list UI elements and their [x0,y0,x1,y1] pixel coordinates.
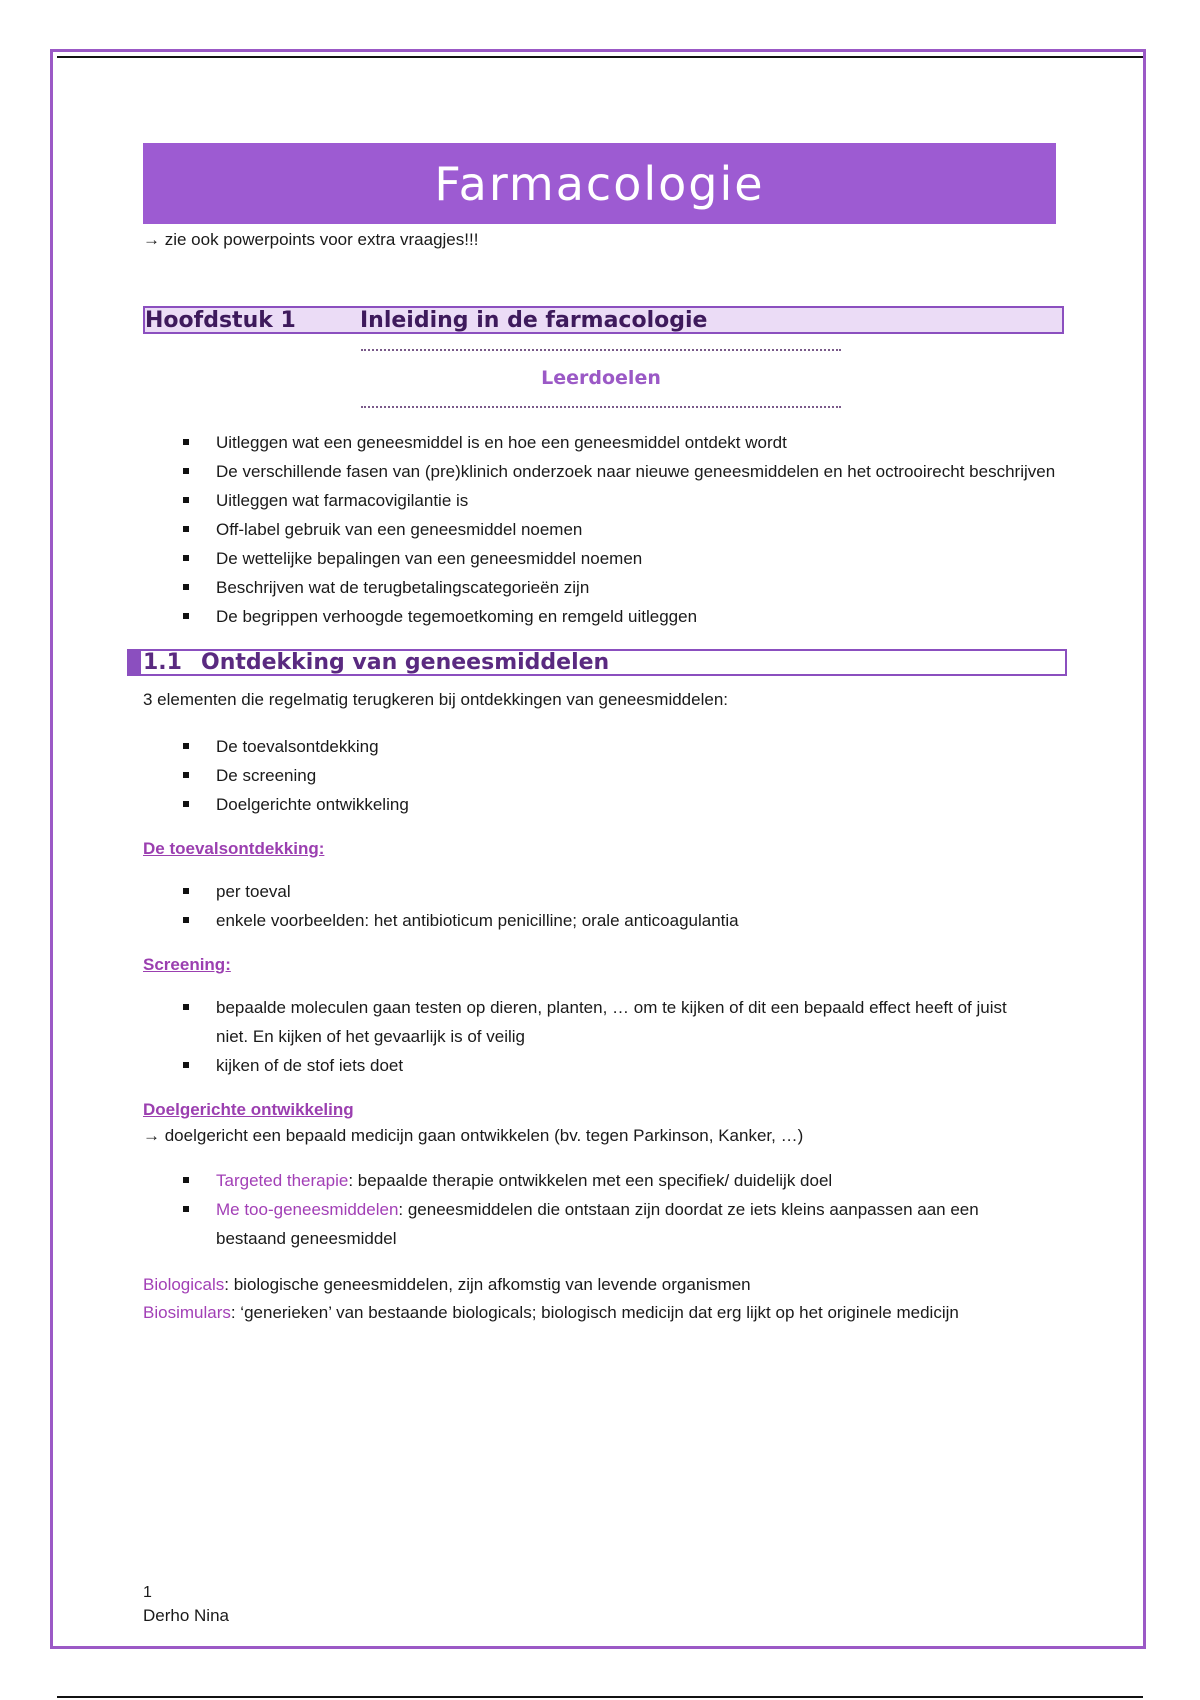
list-item: De wettelijke bepalingen van een geneesmiddel noemen [143,544,1063,573]
list-item: Uitleggen wat farmacovigilantie is [143,486,1063,515]
section-heading [127,649,1067,676]
list-item: Uitleggen wat een geneesmiddel is en hoe een geneesmiddel ontdekt wordt [143,428,1063,457]
list-item: kijken of de stof iets doet [143,1051,1023,1080]
term-text: : biologische geneesmiddelen, zijn afkomstig van levende organismen [224,1275,751,1294]
list-item: per toeval [143,877,1063,906]
term-label: Biosimulars [143,1303,231,1322]
biosimulars-line [143,1299,1063,1327]
list-item [143,1166,1043,1195]
list-item: De screening [143,761,1063,790]
next-page-rule [57,1696,1143,1698]
document-body [143,143,1063,1327]
list-item: De verschillende fasen van (pre)klinich onderzoek naar nieuwe geneesmiddelen en het octrooirecht beschrijven [143,457,1063,486]
doelgericht-heading: Doelgerichte ontwikkeling [143,1100,354,1119]
doelgericht-line: → doelgericht een bepaald medicijn gaan ontwikkelen (bv. tegen Parkinson, Kanker, …) [143,1126,804,1145]
author-name: Derho Nina [143,1606,229,1625]
list-item: enkele voorbeelden: het antibioticum penicilline; orale anticoagulantia [143,906,1063,935]
chapter-heading [143,306,1064,334]
biologicals-line [143,1271,1063,1299]
term-text: : ‘generieken’ van bestaande biologicals; biologisch medicijn dat erg lijkt op het originele medicijn [230,1303,959,1322]
toeval-heading: De toevalsontdekking: [143,839,325,858]
divider-bottom [361,406,841,408]
toeval-list [143,877,1063,935]
section-title: Ontdekking van geneesmiddelen [201,650,610,675]
list-item: De toevalsontdekking [143,732,1063,761]
term-label: Me too-geneesmiddelen [216,1200,399,1219]
chapter-title: Inleiding in de farmacologie [360,307,708,333]
page-number: 1 [143,1584,152,1601]
screening-heading: Screening: [143,955,231,974]
list-item [143,1195,1043,1253]
doelgericht-list [143,1166,1043,1253]
leerdoelen-list [143,428,1063,631]
section-number: 1.1 [143,650,182,675]
list-item: De begrippen verhoogde tegemoetkoming en remgeld uitleggen [143,602,1063,631]
term-label: Targeted therapie [216,1171,349,1190]
leerdoelen-heading: Leerdoelen [541,367,661,389]
chapter-number: Hoofdstuk 1 [145,307,296,333]
intro-note: → zie ook powerpoints voor extra vraagjes!!! [143,230,479,249]
screening-list [143,993,1023,1080]
document-title: Farmacologie [143,143,1056,224]
intro-paragraph: 3 elementen die regelmatig terugkeren bij ontdekkingen van geneesmiddelen: [143,690,728,709]
term-label: Biologicals [143,1275,225,1294]
header-rule [57,56,1143,58]
list-item: Beschrijven wat de terugbetalingscategorieën zijn [143,573,1063,602]
list-item: Doelgerichte ontwikkeling [143,790,1063,819]
list-item: Off-label gebruik van een geneesmiddel noemen [143,515,1063,544]
list-item: bepaalde moleculen gaan testen op dieren, planten, … om te kijken of dit een bepaald effect heeft of juist niet. En kijken of het gevaarlijk is of veilig [143,993,1023,1051]
term-text: : bepaalde therapie ontwikkelen met een specifiek/ duidelijk doel [348,1171,833,1190]
elements-list [143,732,1063,819]
term-text: : geneesmiddelen die ontstaan zijn doordat ze iets kleins aanpassen aan een bestaand geneesmiddel [216,1200,979,1248]
